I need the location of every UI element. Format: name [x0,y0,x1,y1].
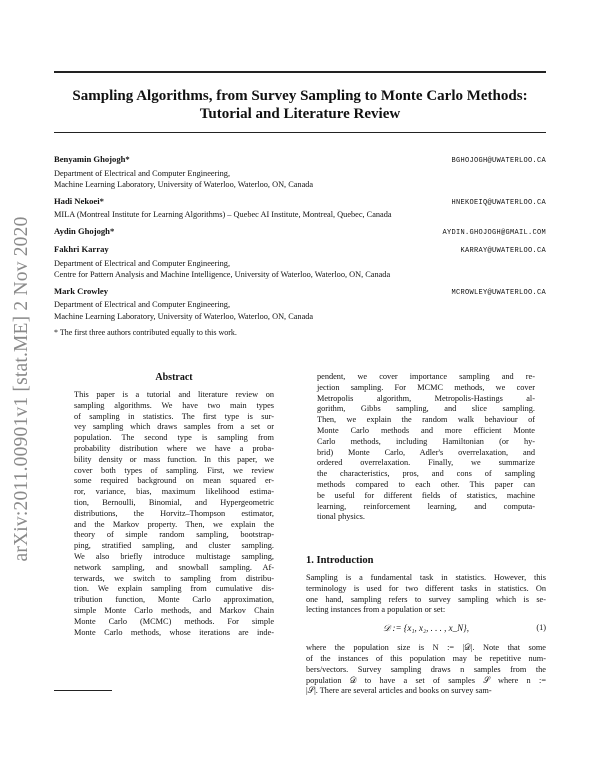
text-line: population 𝒟 to have a set of samples 𝒮 where n := [306,675,546,685]
text-line: tional physics. [317,512,365,522]
text-line: Monte Carlo (MCMC) methods. For simple [74,616,274,626]
text-line: tion. We explain sampling from cumulative dis- [74,584,274,594]
text-line: methods compared to each other. This paper can [317,479,535,489]
paper-title-line-1: Sampling Algorithms, from Survey Sampling to Monte Carlo Methods: [72,88,528,104]
author-name: Hadi Nekoei* [54,195,104,206]
text-line: Sampling is a fundamental task in statistics. However, this [306,573,546,582]
text-line: pendent, we cover importance sampling and re- [317,372,535,381]
text-line: population. The second type is sampling from [74,433,274,443]
text-line: terwards, we switch to sampling from distribu- [74,573,274,583]
author-name: Aydin Ghojogh* [54,225,115,236]
section-heading: 1. Introduction [306,555,374,566]
author-entry [54,286,546,323]
text-line: the characteristics, pros, and cons of sampling [317,469,535,479]
text-line: theory of simple random sampling, bootstrap- [74,530,274,540]
text-line: probability distribution where we have a proba- [74,443,274,453]
text-line: terminology is used for two different tasks in statistics. On [306,583,546,593]
text-line: brid) Monte Carlo, Adler's overrelaxation, and [317,447,535,457]
title-top-rule [54,71,546,73]
introduction-paragraph [306,573,546,616]
author-name: Mark Crowley [54,285,109,296]
author-email[interactable]: AYDIN.GHOJOGH@GMAIL.COM [442,228,546,237]
text-line: and the Markov property. Then, we explain the [74,519,274,529]
introduction-paragraph-continued [306,643,546,697]
text-line: learning, reinforcement learning, and computa- [317,501,535,511]
author-affiliation-line: Department of Electrical and Computer Engineering, [54,300,231,309]
arxiv-side-identifier: arXiv:2011.00901v1 [stat.ME] 2 Nov 2020 [11,216,32,562]
text-line: vey sampling which draws samples from a set or [74,422,274,432]
abstract-column-right [317,372,535,523]
text-line: |𝒮|. There are several articles and books on survey sam- [306,686,492,696]
author-name: Fakhri Karray [54,244,109,254]
equation-number: (1) [536,623,546,633]
equation-body: 𝒟 := {x₁, x₂, . . . , x_N}, [383,623,469,634]
text-line: Carlo methods, including Hamiltonian (or hy- [317,436,535,446]
introduction-section [306,554,546,697]
paper-title [54,87,546,123]
text-line: Monte Carlo methods, whose iterations are inde- [74,627,274,637]
text-line: Then, we explain the random walk behaviour of [317,415,535,425]
author-name: Benyamin Ghojogh* [54,154,130,164]
author-affiliation-line: Department of Electrical and Computer Engineering, [54,258,231,268]
text-line: We also briefly introduce multistage sampling, [74,551,274,561]
author-entry [54,226,546,240]
paper-title-line-2: Tutorial and Literature Review [199,106,401,122]
text-line: Monte Carlo methods and more efficient Monte [317,425,535,435]
author-affiliation-line: Department of Electrical and Computer Engineering, [54,168,231,178]
author-affiliation-line: Machine Learning Laboratory, University of Waterloo, Waterloo, ON, Canada [54,180,314,189]
title-bottom-rule [54,132,546,133]
abstract-body-continued [317,372,535,523]
author-affiliation-line: Centre for Pattern Analysis and Machine Intelligence, University of Waterloo, Waterloo, ON, Canada [54,270,391,279]
footnote-rule [54,690,112,691]
author-entry [54,244,546,281]
text-line: ordered overrelaxation. Finally, we summarize [317,458,535,468]
author-affiliation-line: Machine Learning Laboratory, University of Waterloo, Waterloo, ON, Canada [54,311,314,321]
text-line: where the population size is N := |𝒟|. Note that some [306,643,546,653]
text-line: sampling algorithms. We have two main types [74,400,274,410]
abstract-heading: Abstract [155,372,193,383]
text-line: tribution function, Monte Carlo approximation, [74,595,274,605]
abstract-body [74,390,274,638]
text-line: some required background on mean squared er- [74,476,274,486]
abstract-column-left [74,372,274,638]
text-line: of sampling in statistics. The first type is sur- [74,411,274,421]
author-email[interactable]: BGHOJOGH@UWATERLOO.CA [451,157,546,165]
text-line: This paper is a tutorial and literature review on [74,390,274,399]
text-line: of the instances of this population may be repetitive num- [306,653,546,663]
author-email[interactable]: HNEKOEIQ@UWATERLOO.CA [451,198,546,207]
text-line: one hand, sampling refers to survey sampling which is se- [306,594,546,604]
text-line: ping, stratified sampling, and cluster sampling. [74,541,274,551]
author-email[interactable]: MCROWLEY@UWATERLOO.CA [451,288,546,297]
equal-contribution-note: * The first three authors contributed equally to this work. [54,328,237,337]
author-entry [54,196,546,221]
author-entry [54,154,546,191]
author-email[interactable]: KARRAY@UWATERLOO.CA [460,247,546,255]
text-line: jection sampling. For MCMC methods, we cover [317,382,535,392]
text-line: bers/vectors. Survey sampling draws n samples from the [306,664,546,674]
author-affiliation-line: MILA (Montreal Institute for Learning Algorithms) – Quebec AI Institute, Montreal, Quebec, Canada [54,210,392,219]
text-line: simple Monte Carlo methods, and Markov Chain [74,605,274,615]
text-line: ror, variance, bias, maximum likelihood estima- [74,487,274,497]
text-line: be useful for different fields of statistics, machine [317,490,535,500]
text-line: distributions, the Horvitz–Thompson estimator, [74,508,274,518]
text-line: tion, Bernoulli, Binomial, and Hypergeometric [74,497,274,507]
text-line: lecting instances from a population or set: [306,605,446,615]
text-line: network sampling, and snowball sampling. Af- [74,562,274,572]
author-block [54,154,546,339]
text-line: bility density or mass function. In this paper, we [74,454,274,464]
equation-1 [306,620,546,638]
text-line: gorithm, Gibbs sampling, and slice sampling. [317,404,535,414]
text-line: cover both types of sampling. First, we review [74,465,274,475]
text-line: Metropolis algorithm, Metropolis-Hastings al- [317,393,535,403]
